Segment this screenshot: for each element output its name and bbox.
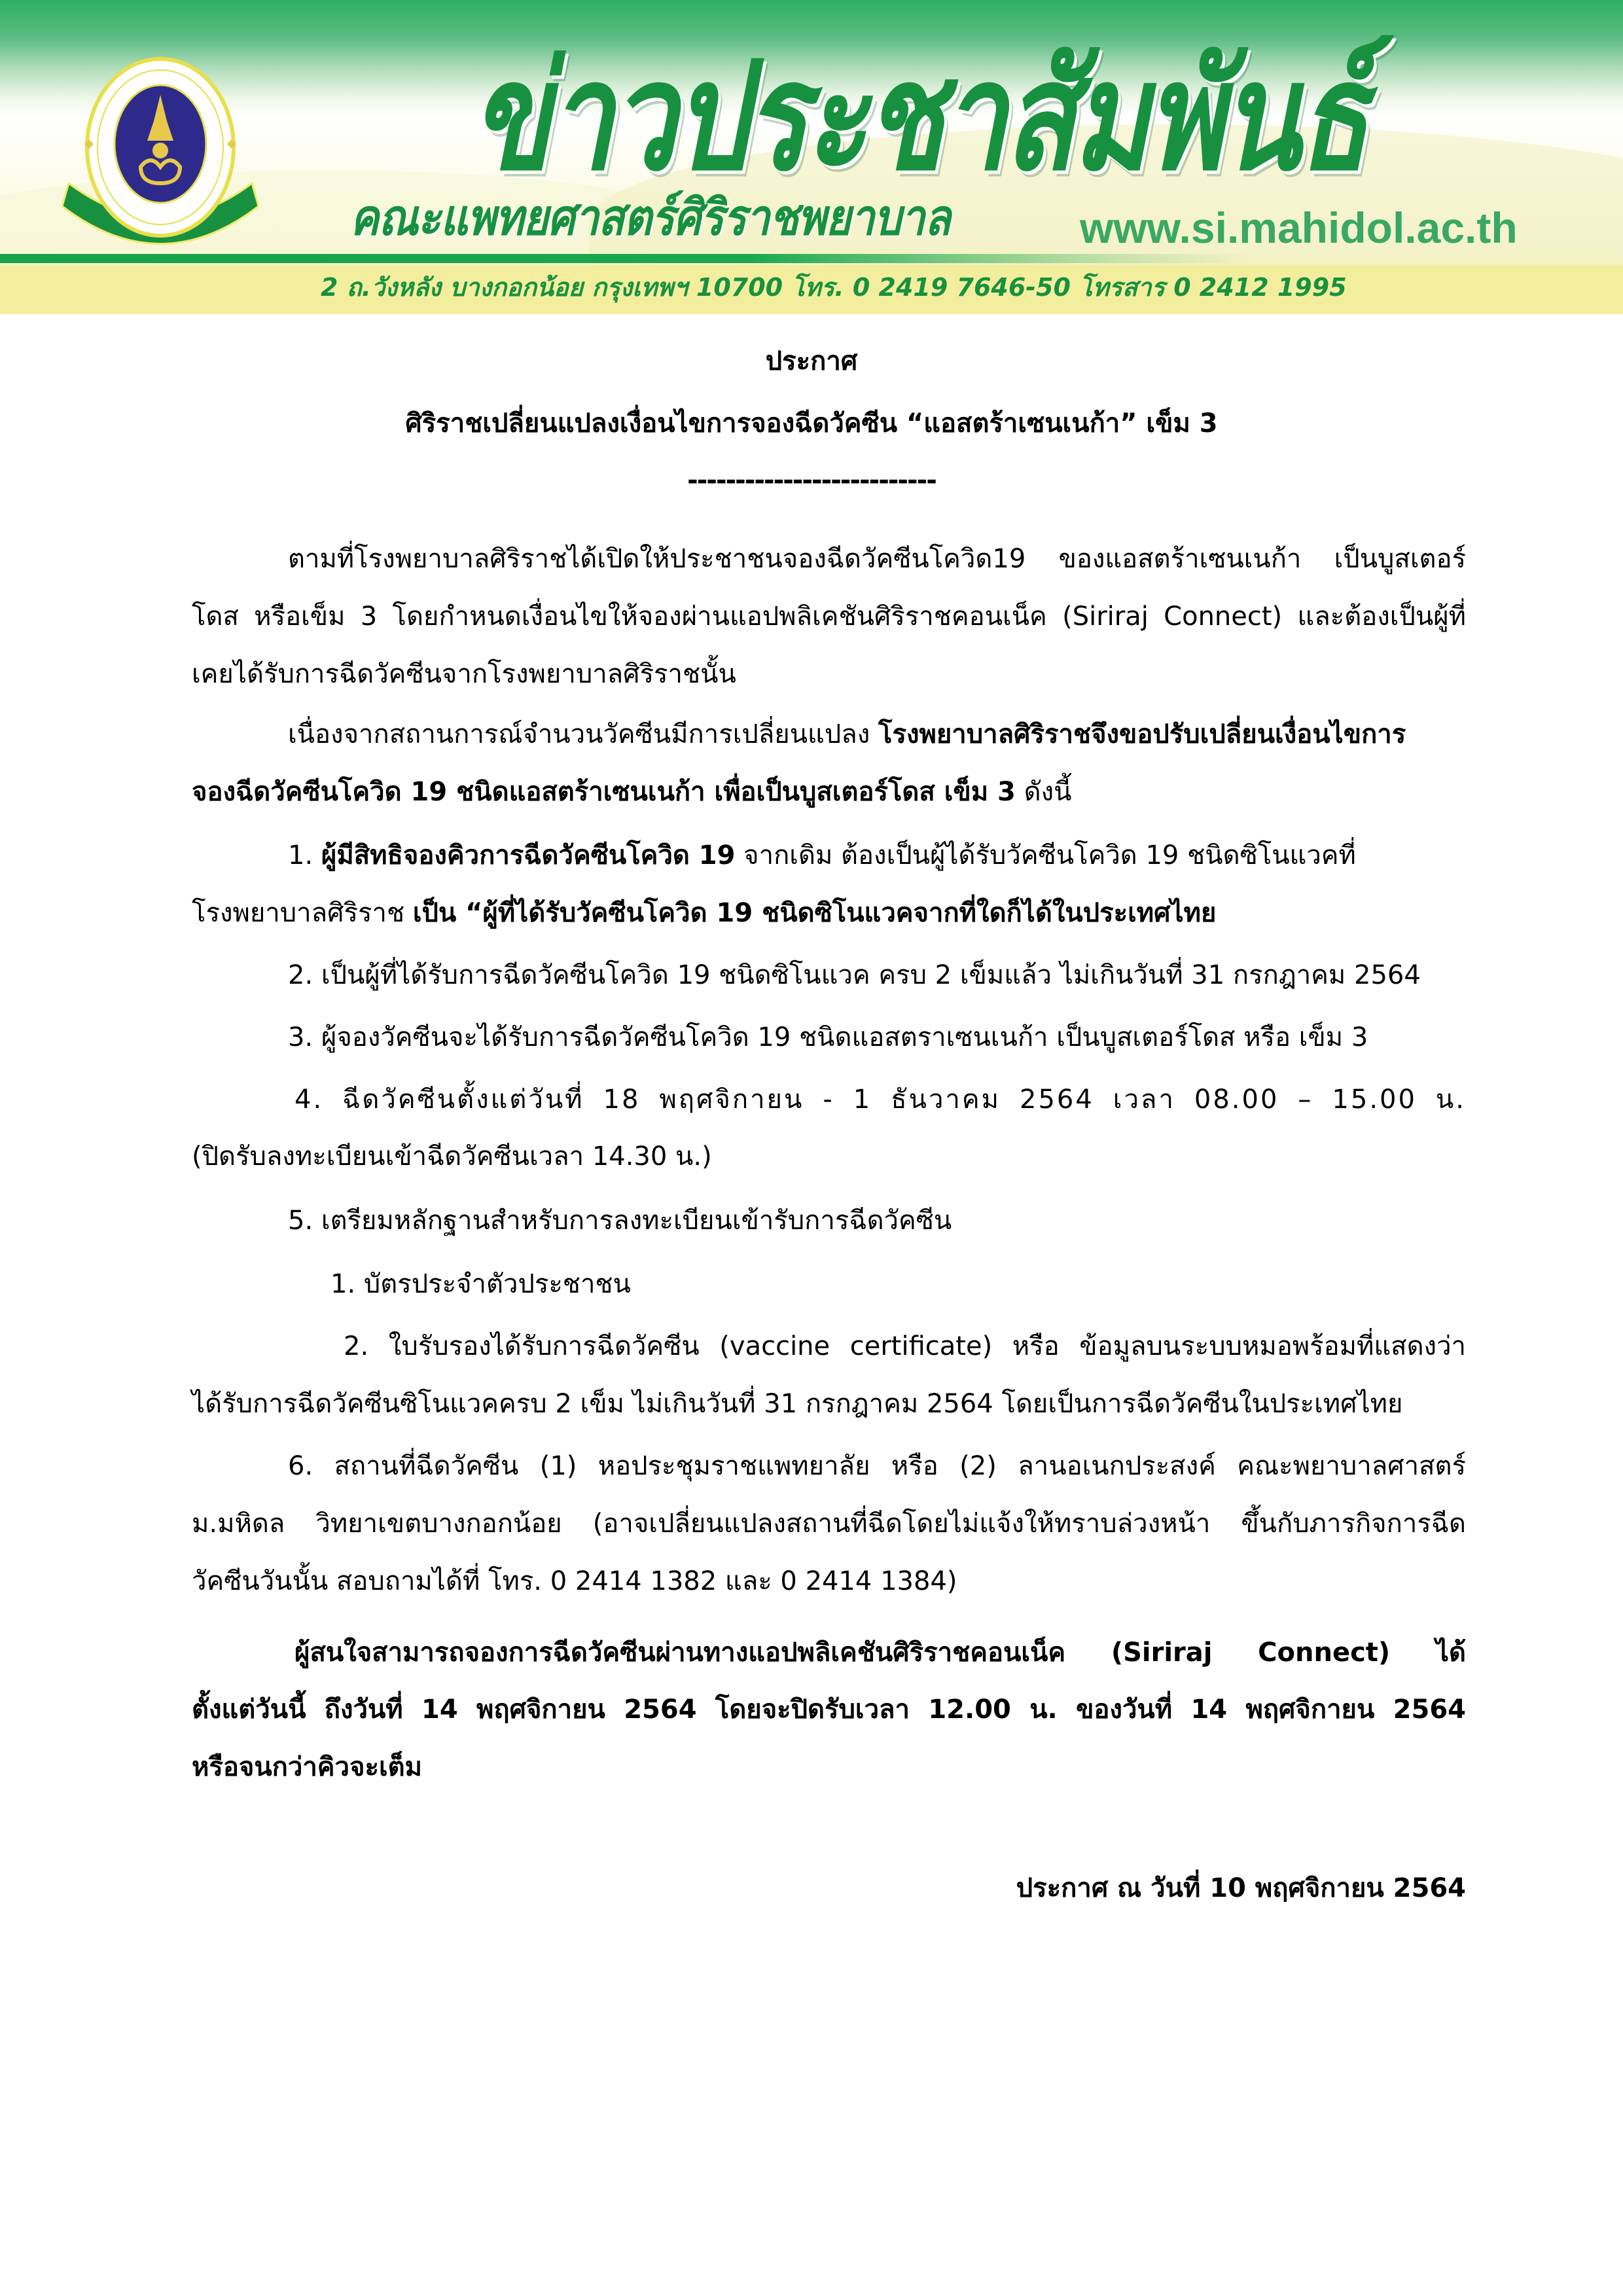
banner-title: ข่าวประชาสัมพันธ์ [471,29,1367,204]
announcement-date: ประกาศ ณ วันที่ 10 พฤศจิกายน 2564 [1016,1873,1466,1903]
list-text: ผู้จองวัคซีนจะได้รับการฉีดวัคซีนโควิด 19 ชนิดแอสตราเซนเนก้า เป็นบูสเตอร์โดส หรือ เข็ม 3 [321,1022,1368,1052]
paragraph-text: ดังนี้ [1015,777,1072,807]
list-emphasis: เป็น “ผู้ที่ได้รับวัคซีนโควิด 19 ชนิดซิโนแวคจากที่ใดก็ได้ในประเทศไทย [412,898,1217,928]
closing-line: หรือจนกว่าคิวจะเต็ม [192,1752,422,1782]
list-number: 1. [288,840,313,870]
list-emphasis: ผู้มีสิทธิจองคิวการฉีดวัคซีนโควิด 19 [321,840,736,870]
list-item-line [288,841,1356,870]
list-text: ฉีดวัคซีนตั้งแต่วันที่ 18 พฤศจิกายน - 1 ธันวาคม 2564 เวลา 08.00 – 15.00 น. [342,1085,1466,1115]
list-number: 3. [288,1022,313,1052]
list-text: บัตรประจำตัวประชาชน [363,1269,631,1299]
contact-address: 2 ถ.วังหลัง บางกอกน้อย กรุงเทพฯ 10700 โทร. 0 2419 7646-50 โทรสาร 0 2412 1995 [321,273,1347,302]
closing-line: ผู้สนใจสามารถจองการฉีดวัคซีนผ่านทางแอปพลิเคชันศิริราชคอนเน็ค (Siriraj Connect) ได้ [294,1638,1466,1668]
list-text: เป็นผู้ที่ได้รับการฉีดวัคซีนโควิด 19 ชนิดซิโนแวค ครบ 2 เข็มแล้ว ไม่เกินวันที่ 31 กรกฎาคม 2564 [321,960,1421,990]
paragraph-emphasis: โรงพยาบาลศิริราชจึงขอปรับเปลี่ยนเงื่อนไขการ [878,719,1406,749]
paragraph-line: โดส หรือเข็ม 3 โดยกำหนดเงื่อนไขให้จองผ่านแอปพลิเคชันศิริราชคอนเน็ค (Siriraj Connect) และต้องเป็นผู้ที่ [192,601,1466,632]
list-number: 1. [330,1269,356,1299]
website-link[interactable]: www.si.mahidol.ac.th [1080,204,1518,252]
document-title: ศิริราชเปลี่ยนแปลงเงื่อนไขการจองฉีดวัคซีน “แอสตร้าเซนเนก้า” เข็ม 3 [405,408,1218,439]
paragraph-line [192,778,1071,806]
closing-line: ตั้งแต่วันนี้ ถึงวันที่ 14 พฤศจิกายน 2564 โดยจะปิดรับเวลา 12.00 น. ของวันที่ 14 พฤศจิกายน 2564 [192,1695,1466,1725]
paragraph-line: ตามที่โรงพยาบาลศิริราชได้เปิดให้ประชาชนจองฉีดวัคซีนโควิด19 ของแอสตร้าเซนเนก้า เป็นบูสเตอร์ [288,544,1466,574]
list-text: เตรียมหลักฐานสำหรับการลงทะเบียนเข้ารับการฉีดวัคซีน [321,1206,952,1236]
paragraph-emphasis: จองฉีดวัคซีนโควิด 19 ชนิดแอสตร้าเซนเนก้า เพื่อเป็นบูสเตอร์โดส เข็ม 3 [192,777,1016,807]
list-item-line [288,1452,1466,1480]
list-number: 2. [344,1331,369,1361]
sub-item-1 [330,1270,631,1299]
list-item-line: (ปิดรับลงทะเบียนเข้าฉีดวัคซีนเวลา 14.30 น.) [192,1141,712,1172]
list-item-line [288,1206,952,1235]
list-text: จากเดิม ต้องเป็นผู้ได้รับวัคซีนโควิด 19 ชนิดซิโนแวคที่ [735,840,1356,870]
mahidol-university-emblem-icon [62,36,259,252]
faculty-name: คณะแพทยศาสตร์ศิริราชพยาบาล [350,188,950,247]
list-text: สถานที่ฉีดวัคซีน (1) หอประชุมราชแพทยาลัย หรือ (2) ลานอเนกประสงค์ คณะพยาบาลศาสตร์ [334,1451,1466,1481]
paragraph-line: เคยได้รับการฉีดวัคซีนจากโรงพยาบาลศิริราชนั้น [192,659,736,689]
paragraph-text: เนื่องจากสถานการณ์จำนวนวัคซีนมีการเปลี่ยนแปลง [288,719,878,749]
paragraph-line [288,720,1406,749]
list-item-line: วัคซีนวันนั้น สอบถามได้ที่ โทร. 0 2414 1382 และ 0 2414 1384) [192,1566,957,1596]
list-item-line: ม.มหิดล วิทยาเขตบางกอกน้อย (อาจเปลี่ยนแปลงสถานที่ฉีดโดยไม่แจ้งให้ทราบล่วงหน้า ขึ้นกับภารกิจการฉีด [192,1509,1466,1539]
list-text: โรงพยาบาลศิริราช [192,898,413,928]
title-divider: -------------------------- [687,465,936,495]
list-item-3 [288,1023,1368,1052]
list-number: 5. [288,1206,313,1236]
document-heading: ประกาศ [765,346,858,376]
header-banner [0,0,1623,314]
list-number: 4. [294,1085,324,1115]
list-item-line [294,1085,1466,1114]
sub-item-2-line: ได้รับการฉีดวัคซีนซิโนแวคครบ 2 เข็ม ไม่เกินวันที่ 31 กรกฎาคม 2564 โดยเป็นการฉีดวัคซีนในประเทศไทย [192,1389,1403,1419]
list-text: ใบรับรองได้รับการฉีดวัคซีน (vaccine certificate) หรือ ข้อมูลบนระบบหมอพร้อมที่แสดงว่า [388,1331,1466,1361]
list-number: 6. [288,1451,313,1481]
list-item-line [192,899,1216,927]
header-divider [0,254,1243,263]
sub-item-2 [344,1332,1466,1361]
list-item-2 [288,961,1421,990]
list-number: 2. [288,960,313,990]
